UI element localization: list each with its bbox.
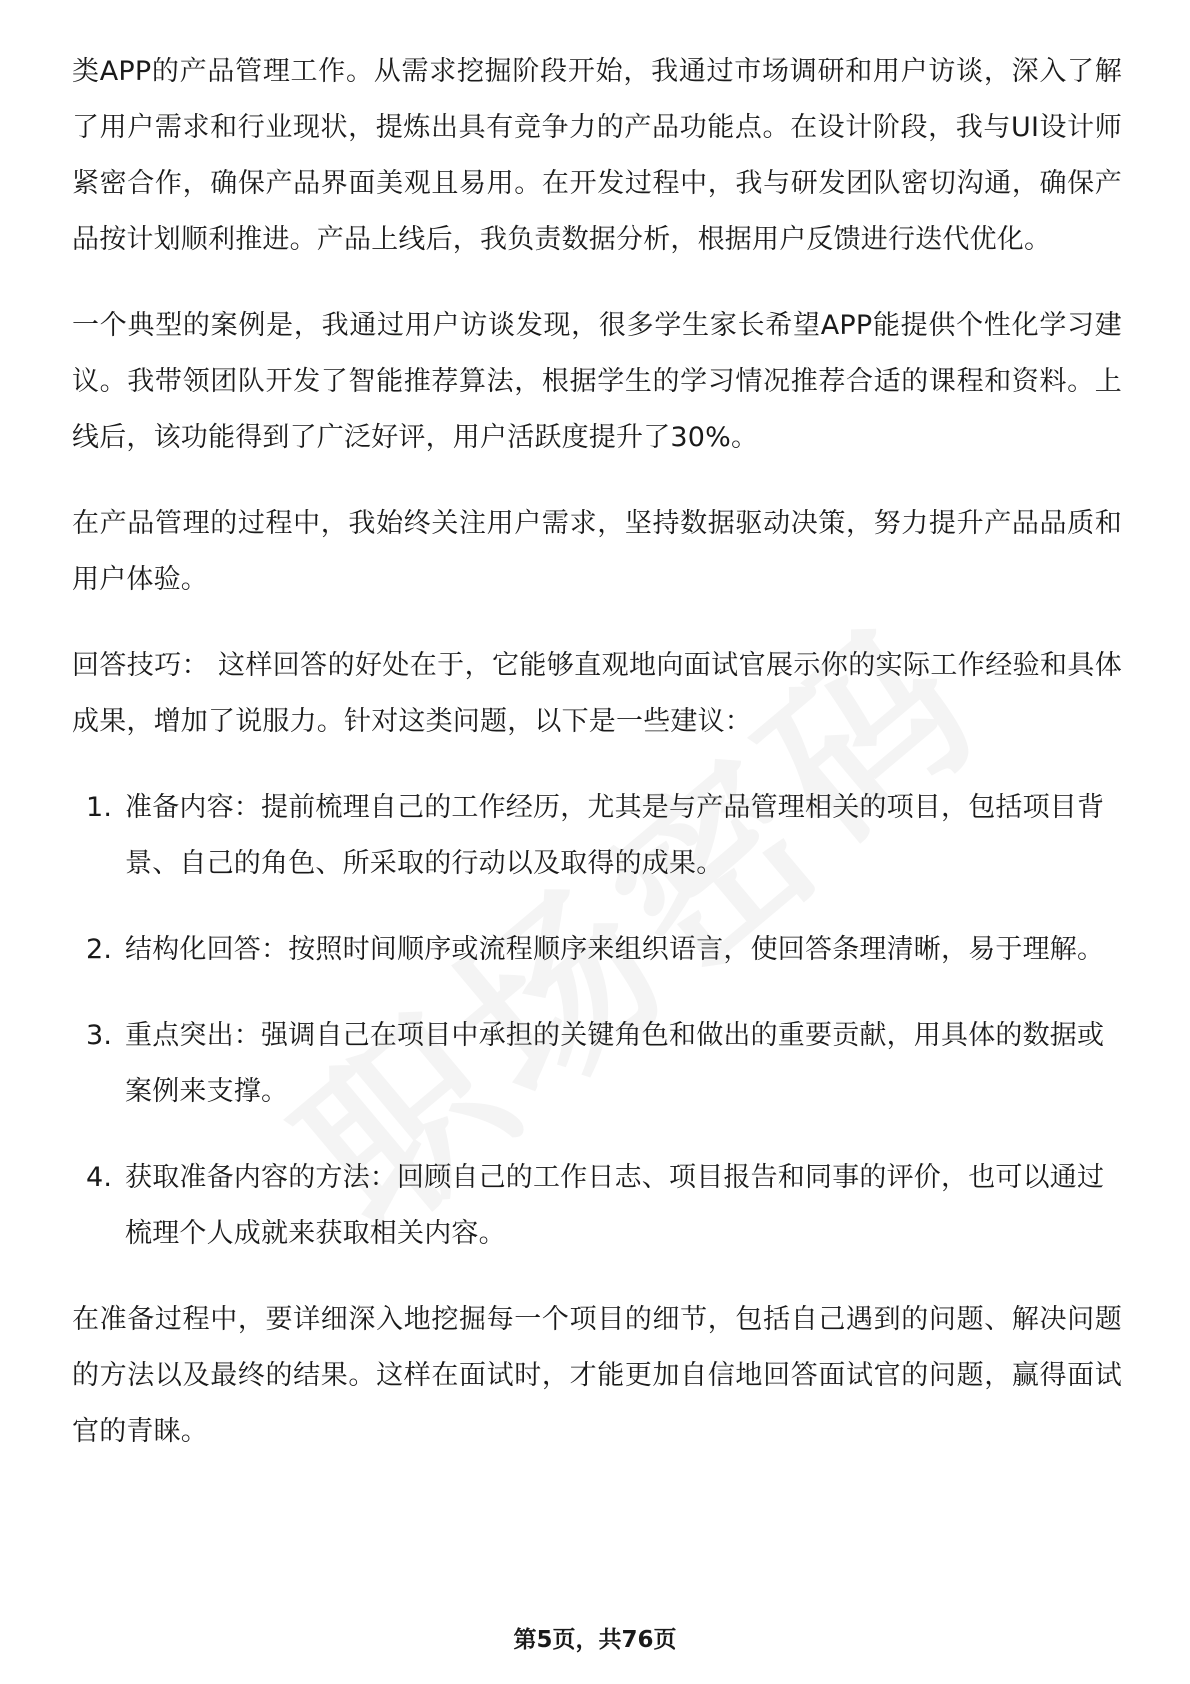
document-body [72,44,1122,1490]
paragraph-responsibilities: 类APP的产品管理工作。从需求挖掘阶段开始，我通过市场调研和用户访谈，深入了解了用户需求和行业现状，提炼出具有竞争力的产品功能点。在设计阶段，我与UI设计师紧密合作，确保产品界面美观且易用。在开发过程中，我与研发团队密切沟通，确保产品按计划顺利推进。产品上线后，我负责数据分析，根据用户反馈进行迭代优化。 [72,56,1122,255]
paragraph-preparation: 在准备过程中，要详细深入地挖掘每一个项目的细节，包括自己遇到的问题、解决问题的方法以及最终的结果。这样在面试时，才能更加自信地回答面试官的问题，赢得面试官的青睐。 [72,1304,1122,1447]
paragraph-answer-tips: 回答技巧： 这样回答的好处在于，它能够直观地向面试官展示你的实际工作经验和具体成果，增加了说服力。针对这类问题，以下是一些建议： [72,650,1122,737]
list-item-text: 获取准备内容的方法：回顾自己的工作日志、项目报告和同事的评价，也可以通过梳理个人成就来获取相关内容。 [125,1162,1105,1249]
list-item-text: 结构化回答：按照时间顺序或流程顺序来组织语言，使回答条理清晰，易于理解。 [125,934,1105,965]
list-item-number: 2. [86,934,113,965]
page-number: 第5页，共76页 [513,1627,677,1653]
list-item-number: 1. [86,792,113,823]
list-item-text: 重点突出：强调自己在项目中承担的关键角色和做出的重要贡献，用具体的数据或案例来支撑。 [125,1020,1105,1107]
list-item-number: 4. [86,1162,113,1193]
paragraph-summary: 在产品管理的过程中，我始终关注用户需求，坚持数据驱动决策，努力提升产品品质和用户体验。 [72,508,1122,595]
list-item [72,922,1122,978]
list-item-number: 3. [86,1020,113,1051]
paragraph-case-example: 一个典型的案例是，我通过用户访谈发现，很多学生家长希望APP能提供个性化学习建议。我带领团队开发了智能推荐算法，根据学生的学习情况推荐合适的课程和资料。上线后，该功能得到了广泛好评，用户活跃度提升了30%。 [72,310,1122,453]
list-item [72,1008,1122,1120]
tips-list [72,780,1122,1262]
list-item-text: 准备内容：提前梳理自己的工作经历，尤其是与产品管理相关的项目，包括项目背景、自己的角色、所采取的行动以及取得的成果。 [125,792,1105,879]
list-item [72,780,1122,892]
list-item [72,1150,1122,1262]
